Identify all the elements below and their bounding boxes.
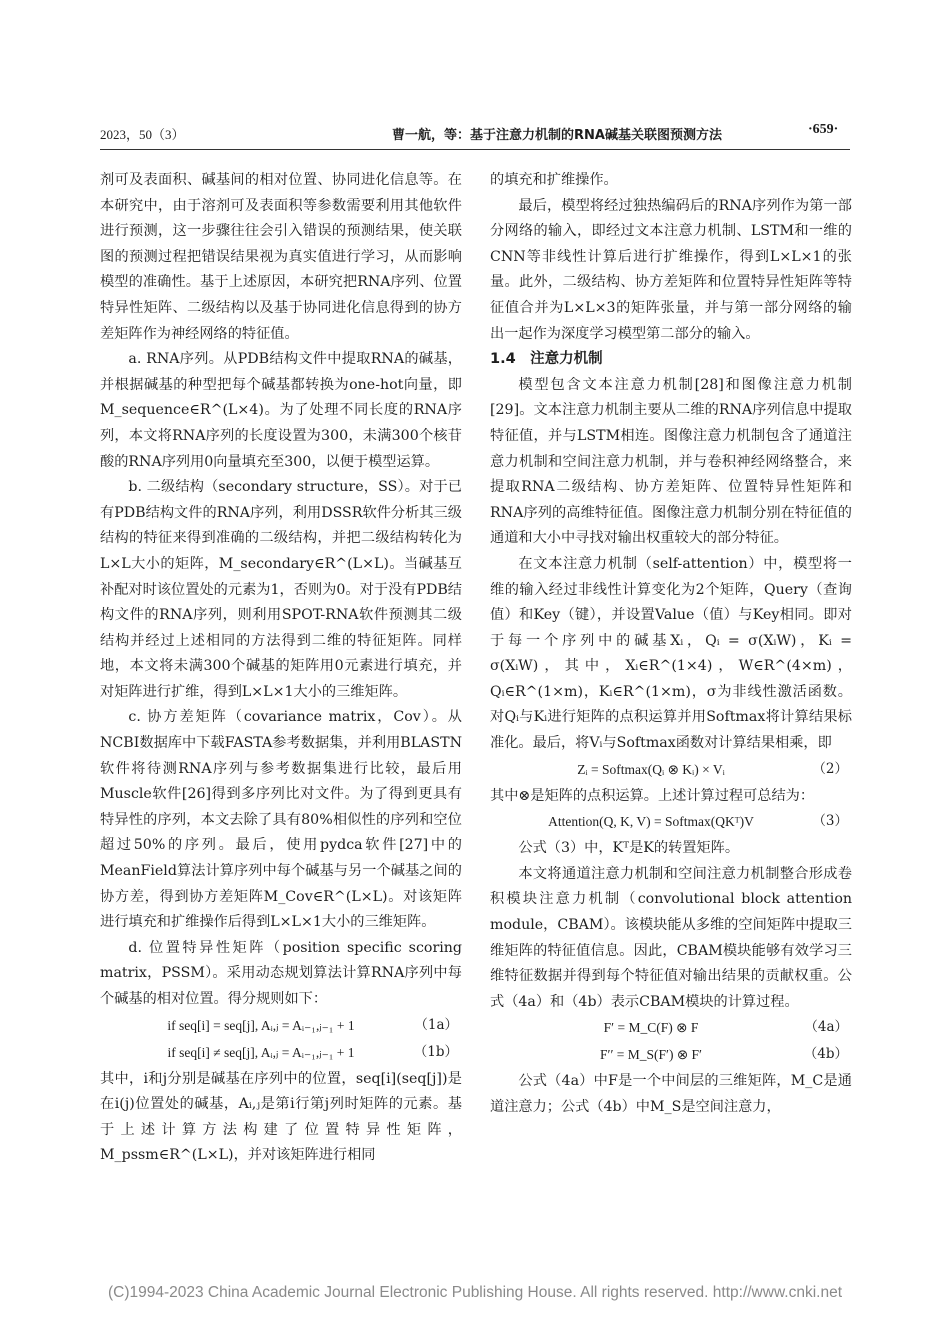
- paragraph: 其中⊗是矩阵的点积运算。上述计算过程可总结为：: [490, 787, 815, 804]
- paragraph: 最后，模型将经过独热编码后的RNA序列作为第一部分网络的输入，即经过文本注意力机制、LSTM和一维的CNN等非线性计算后进行扩维操作，得到L×L×1的张量。此外，二级结构、协方差矩阵和位置特异性矩阵等特征值合并为L×L×3的矩阵张量，并与第一部分网络的输出一起作为深度学习模型第二部分的输入。: [490, 197, 852, 342]
- equation-3: [490, 809, 852, 836]
- equation-1b: [100, 1040, 462, 1067]
- equation-1a: [100, 1013, 462, 1040]
- right-column: [490, 168, 852, 1121]
- equation-3-number: （3）: [812, 813, 848, 830]
- paragraph: 公式（3）中，Kᵀ是K的转置矩阵。: [518, 840, 740, 857]
- equation-1a-number: （1a）: [414, 1016, 458, 1033]
- equation-4b-number: （4b）: [803, 1046, 848, 1063]
- equation-4a: [490, 1015, 852, 1042]
- header-rule: [100, 149, 850, 150]
- equation-3-body: Attention(Q, K, V) = Softmax(QKᵀ)V: [548, 814, 754, 830]
- equation-2-number: （2）: [812, 760, 848, 777]
- paragraph-rna-sequence: a. RNA序列。从PDB结构文件中提取RNA的碱基，并根据碱基的种型把每个碱基都转换为one-hot向量，即M_sequence∈R^(L×4)。为了处理不同长度的RNA序列，本文将RNA序列的长度设置为300，未满300个核苷酸的RNA序列用0向量填充至300，以便于模型运算。: [100, 351, 462, 470]
- paragraph: 模型包含文本注意力机制[28]和图像注意力机制[29]。文本注意力机制主要从二维的RNA序列信息中提取特征值，并与LSTM相连。图像注意力机制包含了通道注意力机制和空间注意力机制，并与卷积神经网络整合，来提取RNA二级结构、协方差矩阵、位置特异性矩阵和RNA序列的高维特征值。图像注意力机制分别在特征值的通道和大小中寻找对输出权重较大的部分特征。: [490, 376, 852, 547]
- paragraph-self-attention: 在文本注意力机制（self-attention）中，模型将一维的输入经过非线性计算变化为2个矩阵，Query（查询值）和Key（键），并设置Value（值）与Key相同。即对于每一个序列中的碱基Xᵢ，Qᵢ = σ(XᵢW)，Kᵢ = σ(XᵢW)，其中，Xᵢ∈R^(1×4)，W∈R^(4×m)，Qᵢ∈R^(1×m)，Kᵢ∈R^(1×m)，σ为非线性激活函数。对Qᵢ与Kᵢ进行矩阵的点积运算并用Softmax将计算结果标准化。最后，将Vᵢ与Softmax函数对计算结果相乘，即: [490, 555, 852, 752]
- section-heading: 1.4 注意力机制: [490, 351, 603, 368]
- equation-2-body: Zᵢ = Softmax(Qᵢ ⊗ Kᵢ) × Vᵢ: [577, 761, 725, 777]
- equation-4b-body: F′′ = M_S(F′) ⊗ F′: [599, 1047, 702, 1063]
- paragraph-pssm: d. 位置特异性矩阵（position specific scoring matrix，PSSM）。采用动态规划算法计算RNA序列中每个碱基的相对位置。得分规则如下：: [100, 939, 462, 1007]
- paragraph: 的填充和扩维操作。: [490, 172, 618, 188]
- equation-1b-number: （1b）: [413, 1043, 458, 1060]
- paragraph-cbam: 本文将通道注意力机制和空间注意力机制整合形成卷积模块注意力机制（convolutional block attention module，CBAM）。该模块能从多维的空间矩阵中提取三维矩阵的特征值信息。因此，CBAM模块能够有效学习三维特征数据并得到每个特征值对输出结果的贡献权重。公式（4a）和（4b）表示CBAM模块的计算过程。: [490, 865, 852, 1010]
- paragraph: 公式（4a）中F是一个中间层的三维矩阵，M_C是通道注意力；公式（4b）中M_S是空间注意力，: [490, 1073, 852, 1115]
- equation-1a-body: if seq[i] = seq[j], Aᵢ,ⱼ = Aᵢ₋₁,ⱼ₋₁ + 1: [167, 1017, 355, 1033]
- paragraph: 剂可及表面积、碱基间的相对位置、协同进化信息等。在本研究中，由于溶剂可及表面积等参数需要利用其他软件进行预测，这一步骤往往会引入错误的预测结果，使关联图的预测过程把错误结果视为真实值进行学习，从而影响模型的准确性。基于上述原因，本研究把RNA序列、位置特异性矩阵、二级结构以及基于协同进化信息得到的协方差矩阵作为神经网络的特征值。: [100, 172, 462, 342]
- paragraph-secondary-structure: b. 二级结构（secondary structure，SS）。对于已有PDB结构文件的RNA序列，利用DSSR软件分析其三级结构的特征来得到准确的二级结构，并把二级结构转化为L×L大小的矩阵，M_secondary∈R^(L×L)。当碱基互补配对时该位置处的元素为1，否则为0。对于没有PDB结构文件的RNA序列，则利用SPOT-RNA软件预测其二级结构并经过上述相同的方法得到二维的特征矩阵。同样地，本文将未满300个碱基的矩阵用0元素进行填充，并对矩阵进行扩维，得到L×L×1大小的三维矩阵。: [100, 479, 462, 700]
- journal-issue: 2023，50（3）: [100, 127, 185, 142]
- equation-4b: [490, 1042, 852, 1069]
- equation-2: [490, 757, 852, 784]
- equation-4a-number: （4a）: [804, 1019, 848, 1036]
- paragraph: 其中，i和j分别是碱基在序列中的位置，seq[i](seq[j])是在i(j)位置处的碱基，Aᵢ,ⱼ是第i行第j列时矩阵的元素。基于上述计算方法构建了位置特异性矩阵，M_pssm∈R^(L×L)，并对该矩阵进行相同: [100, 1070, 462, 1164]
- running-title: 曹一航，等：基于注意力机制的RNA碱基关联图预测方法: [392, 128, 722, 143]
- left-column: [100, 168, 462, 1169]
- page-number: ·659·: [808, 122, 839, 137]
- paragraph-covariance-matrix: c. 协方差矩阵（covariance matrix，Cov）。从NCBI数据库中下载FASTA参考数据集，并利用BLASTN软件将待测RNA序列与参考数据集进行比较，最后用Muscle软件[26]得到多序列比对文件。为了得到更具有特异性的序列，本文去除了具有80%相似性的序列和空位超过50%的序列。最后，使用pydca软件[27]中的MeanField算法计算序列中每个碱基与另一个碱基之间的协方差，得到协方差矩阵M_Cov∈R^(L×L)。对该矩阵进行填充和扩维操作后得到L×L×1大小的三维矩阵。: [100, 709, 462, 931]
- equation-1b-body: if seq[i] ≠ seq[j], Aᵢ,ⱼ = Aᵢ₋₁,ⱼ₋₁ + 1: [167, 1044, 355, 1060]
- copyright-footer: (C)1994-2023 China Academic Journal Electronic Publishing House. All rights reserved. http://www.cnki.net: [107, 1284, 843, 1301]
- equation-4a-body: F′ = M_C(F) ⊗ F: [603, 1020, 699, 1036]
